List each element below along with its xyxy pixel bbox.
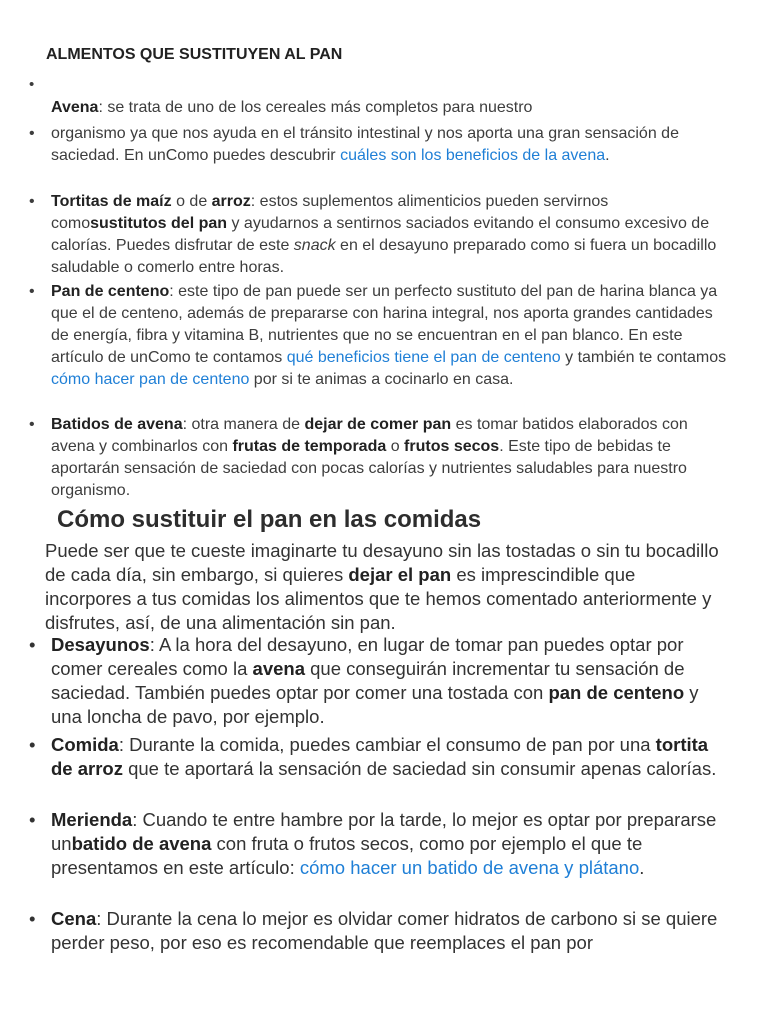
link-hacer-pan-centeno[interactable]: cómo hacer pan de centeno: [51, 371, 250, 388]
bullet: •: [29, 908, 36, 929]
link-beneficios-centeno[interactable]: qué beneficios tiene el pan de centeno: [286, 349, 561, 366]
avena-term-2: avena: [252, 658, 305, 679]
text: o de: [171, 193, 212, 210]
frutas-term: frutas de temporada: [232, 438, 387, 455]
dejar-comer-pan-term: dejar de comer pan: [304, 416, 452, 433]
list-item-desayunos: [29, 633, 728, 729]
text: : Cuando te entre hambre por la tarde, lo mejor es optar por prepararse un: [51, 809, 717, 854]
text: es tomar batidos elaborados con avena y combinarlos con: [51, 416, 688, 455]
bullet: •: [29, 416, 35, 433]
text: : Durante la cena lo mejor es olvidar comer hidratos de carbono si se quiere perder peso, por eso es recomendable que reemplaces el pan por: [51, 908, 718, 953]
link-beneficios-avena[interactable]: cuáles son los beneficios de la avena: [340, 147, 606, 164]
tortita-arroz-term: tortita de arroz: [51, 734, 709, 779]
section-heading: Cómo sustituir el pan en las comidas: [57, 506, 482, 533]
intro-paragraph: [45, 539, 724, 635]
bullet-empty: •: [29, 76, 35, 93]
text: con fruta o frutos secos, como por ejemplo el que te presentamos en este artículo:: [51, 833, 643, 878]
bullet: •: [29, 809, 36, 830]
link-batido-avena-platano[interactable]: cómo hacer un batido de avena y plátano: [299, 857, 640, 878]
text: y ayudarnos a sentirnos saciados evitando el consumo excesivo de calorías. Puedes disfrutar de este: [51, 215, 710, 254]
text: por si te animas a cocinarlo en casa.: [249, 371, 514, 388]
text: : este tipo de pan puede ser un perfecto sustituto del pan de harina blanca ya que el de centeno, además de prepararse con harina integral, nos aporta grandes cantidades de energía, fibra y vitamina B, nutrientes que no se encuentran en el pan blanco. En este artículo de unComo te contamos: [51, 283, 718, 366]
sustitutos-term: sustitutos del pan: [90, 215, 228, 232]
frutos-secos-term: frutos secos: [404, 438, 500, 455]
pan-centeno-term: pan de centeno: [548, 682, 685, 703]
bullet: •: [29, 734, 36, 755]
list-item-avena: [29, 123, 728, 167]
text: o: [386, 438, 405, 455]
text: en el desayuno preparado como si fuera un bocadillo saludable o comerlo entre horas.: [51, 237, 717, 276]
text: Puede ser que te cueste imaginarte tu desayuno sin las tostadas o sin tu bocadillo de cada día, sin embargo, si quieres: [45, 540, 719, 585]
text: . Este tipo de bebidas te aportarán sensación de saciedad con pocas calorías y nutrientes saludables para nuestro organismo.: [51, 438, 687, 499]
text: es imprescindible que incorpores a tus comidas los alimentos que te hemos comentado anteriormente y disfrutes, así, de una alimentación sin pan.: [45, 564, 712, 633]
bullet: •: [29, 634, 36, 655]
avena-first-line: [51, 97, 728, 119]
batido-avena-term: batido de avena: [71, 833, 212, 854]
desayunos-term: Desayunos: [51, 634, 150, 655]
text: y una loncha de pavo, por ejemplo.: [51, 682, 699, 727]
text: y también te contamos: [560, 349, 727, 366]
arroz-term: arroz: [211, 193, 251, 210]
bullet: •: [29, 193, 35, 210]
text: : Durante la comida, puedes cambiar el consumo de pan por una: [118, 734, 656, 755]
list-item-comida: [29, 733, 728, 781]
comida-term: Comida: [51, 734, 119, 755]
centeno-term: Pan de centeno: [51, 283, 170, 300]
list-item-centeno: [29, 281, 728, 391]
merienda-term: Merienda: [51, 809, 133, 830]
batidos-term: Batidos de avena: [51, 416, 183, 433]
list-item-batidos: [29, 414, 728, 502]
list-item-tortitas: [29, 191, 728, 279]
avena-text: organismo ya que nos ayuda en el tránsito intestinal y nos aporta una gran sensación de saciedad. En unComo puedes descubrir: [51, 125, 679, 164]
text: que conseguirán incrementar tu sensación de saciedad. También puedes optar por comer una tostada con: [51, 658, 685, 703]
bullet: •: [29, 125, 35, 142]
avena-line1: : se trata de uno de los cereales más completos para nuestro: [98, 99, 533, 116]
list-item-merienda: [29, 808, 728, 880]
text: .: [639, 857, 645, 878]
avena-end: .: [605, 147, 610, 164]
cena-term: Cena: [51, 908, 97, 929]
list-item-cena: [29, 907, 728, 955]
bullet: •: [29, 283, 35, 300]
dejar-pan-term: dejar el pan: [348, 564, 452, 585]
text: : A la hora del desayuno, en lugar de tomar pan puedes optar por comer cereales como la: [51, 634, 684, 679]
text: : estos suplementos alimenticios pueden servirnos como: [51, 193, 609, 232]
avena-term: Avena: [51, 99, 99, 116]
text: que te aportará la sensación de saciedad sin consumir apenas calorías.: [122, 758, 717, 779]
document-title: ALMENTOS QUE SUSTITUYEN AL PAN: [46, 46, 343, 63]
snack-term: snack: [293, 237, 336, 254]
text: : otra manera de: [182, 416, 305, 433]
tortitas-term: Tortitas de maíz: [51, 193, 172, 210]
